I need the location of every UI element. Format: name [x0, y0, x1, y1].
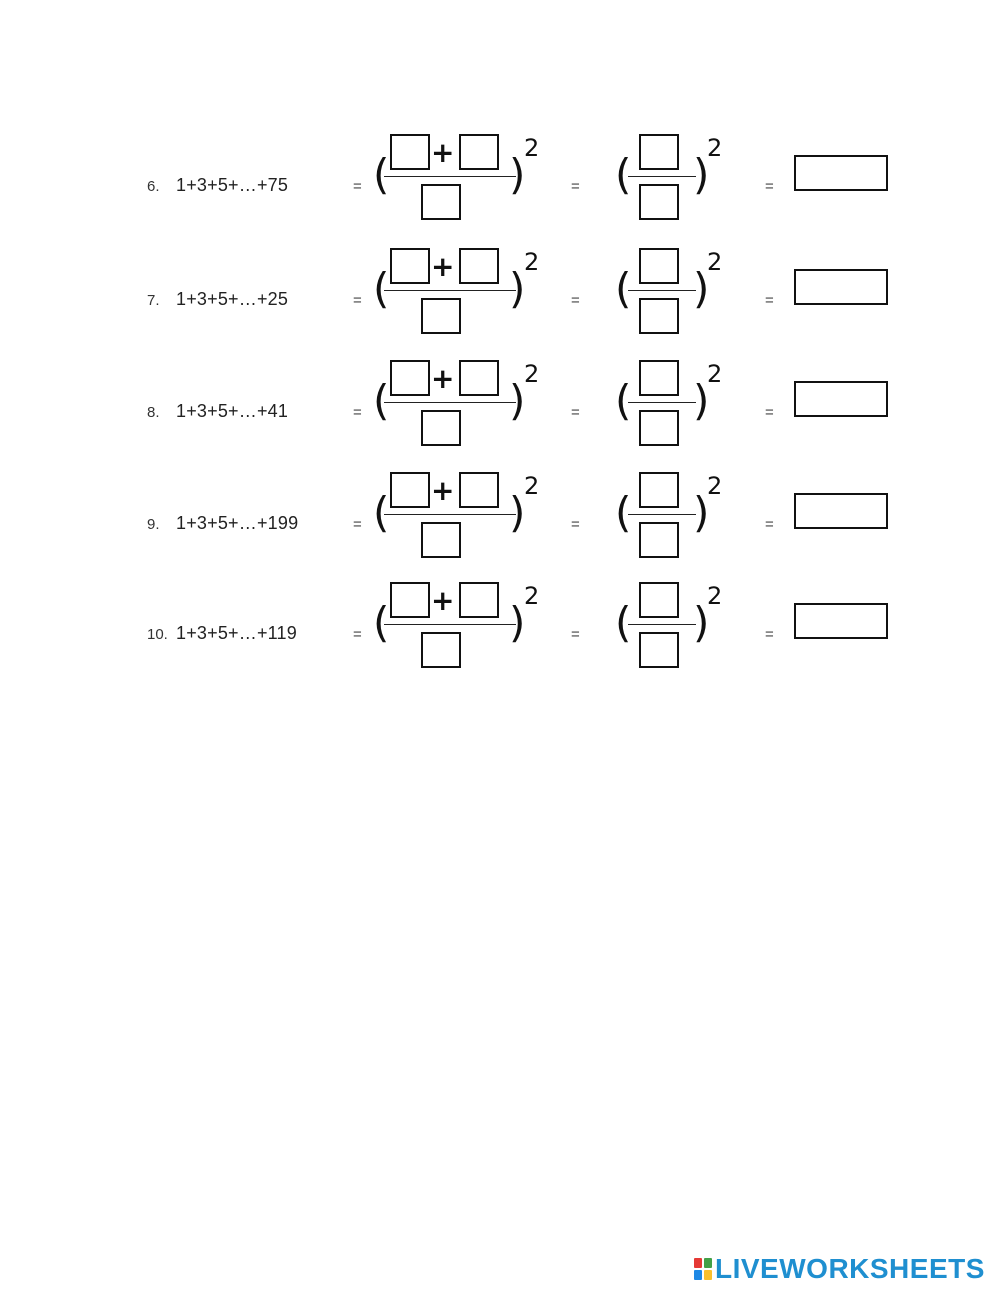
close-parenthesis: ) [509, 376, 526, 425]
equals-sign: = [571, 626, 580, 643]
denominator-input[interactable] [421, 632, 461, 668]
problem-expression: 1+3+5+…+199 [176, 513, 299, 533]
problem-expression: 1+3+5+…+75 [176, 175, 289, 195]
fraction-bar [628, 402, 696, 403]
final-answer-input[interactable] [794, 493, 888, 529]
last-term-input[interactable] [459, 248, 499, 284]
equals-sign: = [353, 292, 362, 309]
simplified-numerator-input[interactable] [639, 134, 679, 170]
fraction-bar [628, 176, 696, 177]
open-parenthesis: ( [373, 376, 390, 425]
logo-block-yellow [704, 1270, 712, 1280]
close-parenthesis: ) [509, 598, 526, 647]
equals-sign: = [571, 404, 580, 421]
fraction-bar [384, 514, 516, 515]
exponent-two: 2 [707, 248, 723, 276]
exponent-two: 2 [524, 248, 540, 276]
logo-block-green [704, 1258, 712, 1268]
plus-sign: + [431, 474, 455, 507]
denominator-input[interactable] [421, 184, 461, 220]
final-answer-input[interactable] [794, 269, 888, 305]
problem-number: 9. [147, 516, 160, 533]
equals-sign: = [765, 178, 774, 195]
last-term-input[interactable] [459, 472, 499, 508]
exponent-two: 2 [707, 472, 723, 500]
exponent-two: 2 [524, 582, 540, 610]
open-parenthesis: ( [615, 150, 632, 199]
simplified-denominator-input[interactable] [639, 522, 679, 558]
close-parenthesis: ) [509, 264, 526, 313]
open-parenthesis: ( [373, 264, 390, 313]
equals-sign: = [571, 292, 580, 309]
plus-sign: + [431, 362, 455, 395]
exponent-two: 2 [707, 582, 723, 610]
open-parenthesis: ( [373, 598, 390, 647]
open-parenthesis: ( [615, 598, 632, 647]
equals-sign: = [353, 626, 362, 643]
fraction-bar [384, 624, 516, 625]
open-parenthesis: ( [373, 488, 390, 537]
problem-number: 6. [147, 178, 160, 195]
first-term-input[interactable] [390, 472, 430, 508]
exponent-two: 2 [524, 134, 540, 162]
first-term-input[interactable] [390, 134, 430, 170]
close-parenthesis: ) [509, 488, 526, 537]
simplified-numerator-input[interactable] [639, 360, 679, 396]
final-answer-input[interactable] [794, 381, 888, 417]
denominator-input[interactable] [421, 522, 461, 558]
exponent-two: 2 [707, 134, 723, 162]
simplified-denominator-input[interactable] [639, 184, 679, 220]
plus-sign: + [431, 250, 455, 283]
simplified-denominator-input[interactable] [639, 298, 679, 334]
equals-sign: = [765, 404, 774, 421]
problem-row [0, 244, 1000, 354]
fraction-bar [384, 290, 516, 291]
close-parenthesis: ) [693, 488, 710, 537]
liveworksheets-blocks-icon [693, 1257, 713, 1281]
problem-expression: 1+3+5+…+25 [176, 289, 289, 309]
fraction-bar [628, 514, 696, 515]
exponent-two: 2 [524, 472, 540, 500]
close-parenthesis: ) [693, 150, 710, 199]
logo-text: LIVEWORKSHEETS [715, 1253, 985, 1284]
problem-number: 10. [147, 626, 168, 643]
logo-block-blue [694, 1270, 702, 1280]
simplified-numerator-input[interactable] [639, 472, 679, 508]
open-parenthesis: ( [615, 488, 632, 537]
close-parenthesis: ) [693, 598, 710, 647]
exponent-two: 2 [707, 360, 723, 388]
denominator-input[interactable] [421, 298, 461, 334]
first-term-input[interactable] [390, 360, 430, 396]
exponent-two: 2 [524, 360, 540, 388]
equals-sign: = [353, 178, 362, 195]
close-parenthesis: ) [693, 264, 710, 313]
last-term-input[interactable] [459, 360, 499, 396]
simplified-denominator-input[interactable] [639, 410, 679, 446]
problem-row [0, 130, 1000, 240]
simplified-numerator-input[interactable] [639, 582, 679, 618]
fraction-bar [628, 290, 696, 291]
problem-expression: 1+3+5+…+119 [176, 623, 297, 643]
open-parenthesis: ( [615, 376, 632, 425]
problem-row [0, 468, 1000, 578]
problem-row [0, 356, 1000, 466]
fraction-bar [628, 624, 696, 625]
open-parenthesis: ( [373, 150, 390, 199]
close-parenthesis: ) [509, 150, 526, 199]
denominator-input[interactable] [421, 410, 461, 446]
last-term-input[interactable] [459, 582, 499, 618]
close-parenthesis: ) [693, 376, 710, 425]
simplified-numerator-input[interactable] [639, 248, 679, 284]
equals-sign: = [765, 516, 774, 533]
open-parenthesis: ( [615, 264, 632, 313]
last-term-input[interactable] [459, 134, 499, 170]
fraction-bar [384, 402, 516, 403]
first-term-input[interactable] [390, 248, 430, 284]
problem-number: 7. [147, 292, 160, 309]
logo-block-red [694, 1258, 702, 1268]
equals-sign: = [571, 178, 580, 195]
problem-row [0, 578, 1000, 688]
liveworksheets-logo[interactable] [693, 1253, 985, 1285]
equals-sign: = [353, 404, 362, 421]
plus-sign: + [431, 136, 455, 169]
fraction-bar [384, 176, 516, 177]
equals-sign: = [571, 516, 580, 533]
problem-expression: 1+3+5+…+41 [176, 401, 289, 421]
equals-sign: = [353, 516, 362, 533]
first-term-input[interactable] [390, 582, 430, 618]
final-answer-input[interactable] [794, 603, 888, 639]
final-answer-input[interactable] [794, 155, 888, 191]
equals-sign: = [765, 626, 774, 643]
simplified-denominator-input[interactable] [639, 632, 679, 668]
equals-sign: = [765, 292, 774, 309]
plus-sign: + [431, 584, 455, 617]
problem-number: 8. [147, 404, 160, 421]
